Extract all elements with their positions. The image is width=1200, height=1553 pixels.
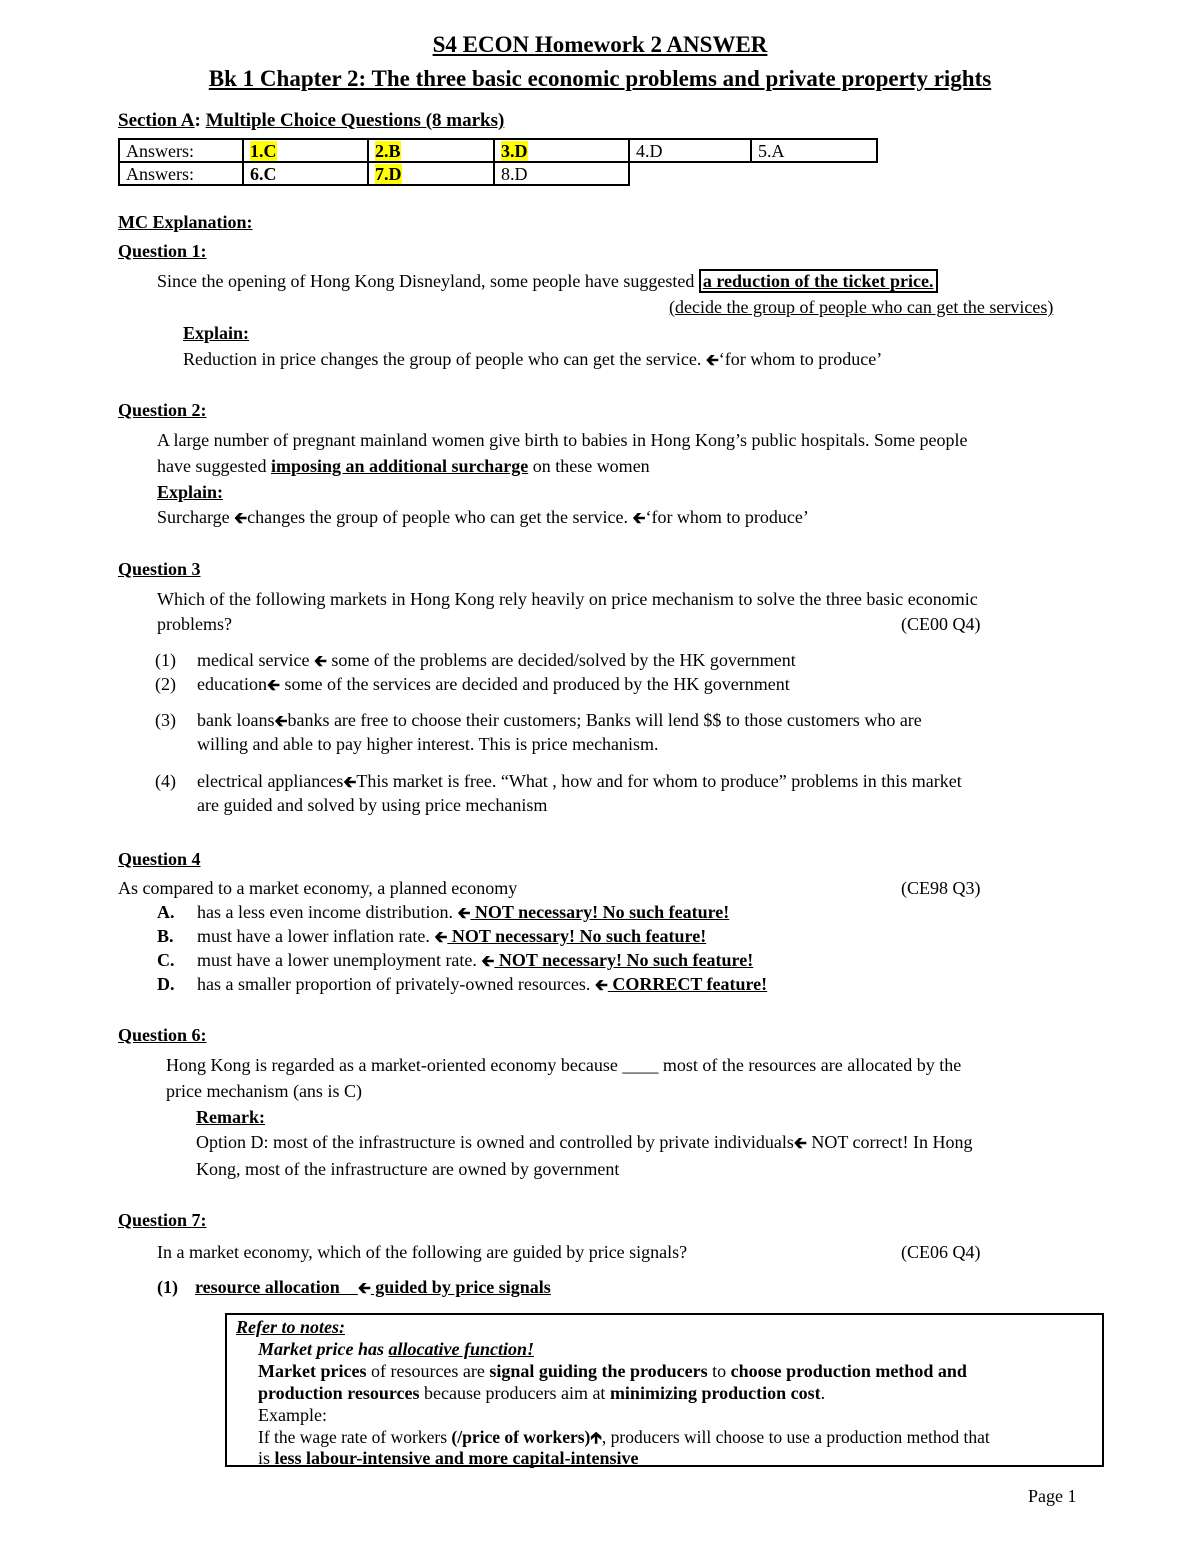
question-7-line-1: In a market economy, which of the following are guided by price signals? (157, 1242, 688, 1262)
notes-line-2: Market prices of resources are signal guiding the producers to choose production method and (258, 1361, 967, 1381)
question-1-heading: Question 1: (118, 241, 207, 261)
option-letter: A. (157, 902, 175, 922)
mc-explanation-heading: MC Explanation: (118, 212, 253, 232)
answer-cell: 7.D (368, 162, 494, 185)
left-arrow-icon: 🡰 (481, 951, 495, 970)
question-7-item-number: (1) (157, 1277, 178, 1297)
question-3-item-number: (3) (155, 710, 176, 730)
question-4-intro: As compared to a market economy, a planned economy (118, 878, 518, 898)
left-arrow-icon: 🡰 (343, 772, 357, 791)
answer-cell: 8.D (494, 162, 629, 185)
option-letter: D. (157, 974, 175, 994)
question-3-line-2: problems? (157, 614, 232, 634)
section-a-heading: Section A: Multiple Choice Questions (8 marks) (118, 110, 505, 131)
document-subtitle: Bk 1 Chapter 2: The three basic economic problems and private property rights (208, 66, 992, 91)
question-4-option-b: must have a lower inflation rate. 🡰 NOT necessary! No such feature! (197, 926, 707, 946)
question-4-option-a: has a less even income distribution. 🡰 NOT necessary! No such feature! (197, 902, 730, 922)
question-4-reference: (CE98 Q3) (901, 878, 981, 898)
left-arrow-icon: 🡰 (632, 508, 646, 527)
question-7-item-1: resource allocation 🡰 guided by price signals (195, 1277, 551, 1297)
document-title: S4 ECON Homework 2 ANSWER (432, 32, 768, 57)
notes-title: Refer to notes: (236, 1317, 345, 1337)
question-6-line-1: Hong Kong is regarded as a market-oriented economy because ____ most of the resources are allocated by the (166, 1055, 962, 1075)
question-1-explanation: Reduction in price changes the group of people who can get the service. 🡰‘for whom to produce’ (183, 349, 883, 369)
question-3-item-3-continued: willing and able to pay higher interest. This is price mechanism. (197, 734, 659, 754)
question-7-heading: Question 7: (118, 1210, 207, 1230)
notes-line-4: Example: (258, 1405, 327, 1425)
question-6-heading: Question 6: (118, 1025, 207, 1045)
answer-table-row-2 (118, 161, 630, 186)
question-3-heading: Question 3 (118, 559, 201, 579)
question-1-text: Since the opening of Hong Kong Disneyland, some people have suggested a reduction of the ticket price. (157, 271, 938, 292)
question-1-note: (decide the group of people who can get the services) (669, 297, 1054, 317)
answers-label: Answers: (119, 162, 243, 185)
answer-cell: 2.B (368, 139, 494, 162)
answer-cell: 4.D (629, 139, 751, 162)
question-6-remark: Option D: most of the infrastructure is owned and controlled by private individuals🡰 NOT correct! In Hong (196, 1132, 973, 1152)
option-letter: B. (157, 926, 174, 946)
question-3-item-4: electrical appliances🡰This market is free. “What , how and for whom to produce” problems in this market (197, 771, 962, 791)
question-7-reference: (CE06 Q4) (901, 1242, 981, 1262)
question-1-explain-label: Explain: (183, 323, 250, 343)
question-6-line-2: price mechanism (ans is C) (166, 1081, 362, 1101)
question-3-item-number: (2) (155, 674, 176, 694)
question-4-option-c: must have a lower unemployment rate. 🡰 NOT necessary! No such feature! (197, 950, 754, 970)
notes-line-3: production resources because producers aim at minimizing production cost. (258, 1383, 826, 1403)
option-letter: C. (157, 950, 175, 970)
left-arrow-icon: 🡰 (793, 1133, 807, 1152)
left-arrow-icon: 🡰 (434, 927, 448, 946)
question-2-explanation: Surcharge 🡰changes the group of people who can get the service. 🡰‘for whom to produce’ (157, 507, 809, 527)
answers-label: Answers: (119, 139, 243, 162)
question-4-option-d: has a smaller proportion of privately-owned resources. 🡰 CORRECT feature! (197, 974, 768, 994)
question-3-item-2: education🡰 some of the services are decided and produced by the HK government (197, 674, 790, 694)
notes-box (225, 1313, 1104, 1467)
question-3-item-3: bank loans🡰banks are free to choose their customers; Banks will lend $$ to those customers who are (197, 710, 922, 730)
left-arrow-icon: 🡰 (234, 508, 248, 527)
left-arrow-icon: 🡰 (357, 1278, 371, 1297)
left-arrow-icon: 🡰 (274, 711, 288, 730)
up-arrow-icon: 🡱 (590, 1428, 602, 1447)
question-4-heading: Question 4 (118, 849, 201, 869)
left-arrow-icon: 🡰 (457, 903, 471, 922)
answer-cell: 6.C (243, 162, 368, 185)
left-arrow-icon: 🡰 (266, 675, 280, 694)
left-arrow-icon: 🡰 (705, 350, 719, 369)
answer-table-row-1 (118, 138, 878, 163)
question-3-item-4-continued: are guided and solved by using price mechanism (197, 795, 548, 815)
left-arrow-icon: 🡰 (313, 651, 327, 670)
notes-line-5: If the wage rate of workers (/price of workers)🡱, producers will choose to use a production method that (258, 1427, 990, 1447)
question-2-line-1: A large number of pregnant mainland women give birth to babies in Hong Kong’s public hospitals. Some people (157, 430, 968, 450)
question-3-item-1: medical service 🡰 some of the problems are decided/solved by the HK government (197, 650, 796, 670)
question-3-line-1: Which of the following markets in Hong Kong rely heavily on price mechanism to solve the three basic economic (157, 589, 978, 609)
question-6-remark-continued: Kong, most of the infrastructure are owned by government (196, 1159, 620, 1179)
question-2-heading: Question 2: (118, 400, 207, 420)
notes-line-6: is less labour-intensive and more capital-intensive (258, 1448, 639, 1468)
page-number: Page 1 (1028, 1486, 1077, 1506)
answer-cell: 1.C (243, 139, 368, 162)
question-2-line-2: have suggested imposing an additional surcharge on these women (157, 456, 650, 476)
question-6-remark-label: Remark: (196, 1107, 265, 1127)
question-3-item-number: (4) (155, 771, 176, 791)
question-3-reference: (CE00 Q4) (901, 614, 981, 634)
notes-line-1: Market price has allocative function! (258, 1339, 534, 1359)
answer-cell: 5.A (751, 139, 877, 162)
question-2-explain-label: Explain: (157, 482, 224, 502)
answer-cell: 3.D (494, 139, 629, 162)
question-3-item-number: (1) (155, 650, 176, 670)
left-arrow-icon: 🡰 (594, 975, 608, 994)
